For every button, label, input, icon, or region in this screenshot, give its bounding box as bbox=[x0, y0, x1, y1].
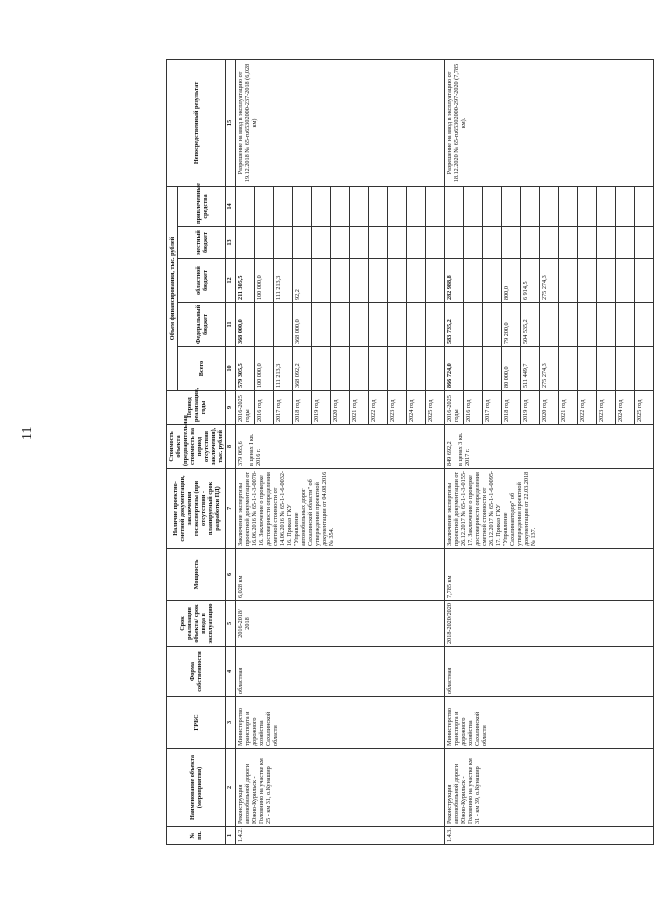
federal-cell: 368 000,0 bbox=[236, 303, 255, 347]
period-cell: 2020 год bbox=[331, 391, 350, 425]
cost-value: 849 692,2 bbox=[446, 441, 453, 466]
local-cell bbox=[502, 227, 521, 259]
col-number: 7 bbox=[226, 469, 236, 549]
col-number: 15 bbox=[226, 59, 236, 186]
col-number: 5 bbox=[226, 601, 236, 647]
col-number: 8 bbox=[226, 425, 236, 469]
cost-note: в ценах 3 кв. 2017 г. bbox=[457, 432, 471, 466]
regional-cell bbox=[559, 259, 578, 303]
period-cell: 2025 год bbox=[635, 391, 654, 425]
header-power: Мощность bbox=[167, 549, 226, 601]
federal-cell bbox=[578, 303, 597, 347]
local-cell bbox=[559, 227, 578, 259]
attracted-cell bbox=[293, 186, 312, 226]
ownership-form: областная bbox=[445, 647, 654, 697]
total-cell bbox=[350, 347, 369, 391]
regional-cell: 211 305,5 bbox=[236, 259, 255, 303]
object-name: Реконструкция автомобильной дороги Южно-Курильск - Головнино на участке км 31 - км 39, о.Кунашир bbox=[445, 749, 654, 827]
total-cell: 275 274,3 bbox=[540, 347, 559, 391]
header-num: № пп. bbox=[167, 827, 226, 845]
period-cell: 2021 год bbox=[350, 391, 369, 425]
period-cell: 2021 год bbox=[559, 391, 578, 425]
header-term: Срок реализации объекта/ срок ввода в эксплуатацию bbox=[167, 601, 226, 647]
total-cell bbox=[559, 347, 578, 391]
total-cell bbox=[388, 347, 407, 391]
local-cell bbox=[255, 227, 274, 259]
period-cell: 2016 год bbox=[464, 391, 483, 425]
attracted-cell bbox=[331, 186, 350, 226]
federal-cell bbox=[274, 303, 293, 347]
attracted-cell bbox=[426, 186, 445, 226]
header-total: Всего bbox=[178, 347, 226, 391]
federal-cell bbox=[464, 303, 483, 347]
col-number: 6 bbox=[226, 549, 236, 601]
total-cell: 511 449,7 bbox=[521, 347, 540, 391]
attracted-cell bbox=[521, 186, 540, 226]
header-federal: Федеральный бюджет bbox=[178, 303, 226, 347]
term-cell: 2016-2018/ 2018 bbox=[236, 601, 445, 647]
attracted-cell bbox=[407, 186, 426, 226]
header-result: Непосредственный результат bbox=[167, 59, 226, 186]
ownership-form: областная bbox=[236, 647, 445, 697]
regional-cell bbox=[388, 259, 407, 303]
period-cell: 2016 год bbox=[255, 391, 274, 425]
total-cell bbox=[426, 347, 445, 391]
power-cell: 7,785 км bbox=[445, 549, 654, 601]
local-cell bbox=[521, 227, 540, 259]
attracted-cell bbox=[502, 186, 521, 226]
col-number: 3 bbox=[226, 697, 236, 749]
col-number: 14 bbox=[226, 186, 236, 226]
header-financing: Объем финансирования, тыс. рублей bbox=[167, 186, 178, 390]
regional-cell: 92,2 bbox=[293, 259, 312, 303]
attracted-cell bbox=[483, 186, 502, 226]
column-numbers-row bbox=[226, 59, 236, 844]
local-cell bbox=[293, 227, 312, 259]
attracted-cell bbox=[445, 186, 464, 226]
table-body bbox=[236, 59, 654, 844]
total-cell: 111 213,3 bbox=[274, 347, 293, 391]
table-row bbox=[445, 59, 464, 844]
local-cell bbox=[369, 227, 388, 259]
docs-cell: Заключение экспертизы проектной документации от 16.06.2016 № 65-1-1-3-0078-16. Заключение о проверке достоверности определения сметной стоимости от 14.06.2016 № 65-1-1-6-0032-16. Приказ ГКУ "Управление автомобильных дорог Сахалинской области" об утверждении проектной документации от 04.08.2016 № 354. bbox=[236, 469, 445, 549]
total-cell: 579 305,5 bbox=[236, 347, 255, 391]
period-cell: 2017 год bbox=[483, 391, 502, 425]
local-cell bbox=[350, 227, 369, 259]
regional-cell bbox=[635, 259, 654, 303]
total-cell bbox=[464, 347, 483, 391]
col-number: 11 bbox=[226, 303, 236, 347]
attracted-cell bbox=[350, 186, 369, 226]
attracted-cell bbox=[635, 186, 654, 226]
row-id: 1.4.3. bbox=[445, 827, 654, 845]
power-cell: 6,028 км bbox=[236, 549, 445, 601]
period-cell: 2019 год bbox=[521, 391, 540, 425]
federal-cell: 79 200,0 bbox=[502, 303, 521, 347]
col-number: 12 bbox=[226, 259, 236, 303]
period-cell: 2023 год bbox=[388, 391, 407, 425]
total-cell bbox=[312, 347, 331, 391]
total-cell bbox=[483, 347, 502, 391]
local-cell bbox=[578, 227, 597, 259]
federal-cell bbox=[616, 303, 635, 347]
attracted-cell bbox=[274, 186, 293, 226]
period-cell: 2024 год bbox=[407, 391, 426, 425]
total-cell bbox=[369, 347, 388, 391]
federal-cell bbox=[388, 303, 407, 347]
regional-cell bbox=[578, 259, 597, 303]
local-cell bbox=[464, 227, 483, 259]
header-form: Форма собственности bbox=[167, 647, 226, 697]
period-cell: 2019 год bbox=[312, 391, 331, 425]
total-cell: 100 000,0 bbox=[255, 347, 274, 391]
attracted-cell bbox=[255, 186, 274, 226]
federal-cell bbox=[540, 303, 559, 347]
regional-cell bbox=[369, 259, 388, 303]
federal-cell bbox=[255, 303, 274, 347]
cost-note: в ценах I кв. 2016 г. bbox=[248, 433, 262, 466]
attracted-cell bbox=[597, 186, 616, 226]
federal-cell bbox=[369, 303, 388, 347]
federal-cell bbox=[331, 303, 350, 347]
period-cell: 2022 год bbox=[369, 391, 388, 425]
total-cell bbox=[578, 347, 597, 391]
total-cell bbox=[331, 347, 350, 391]
regional-cell bbox=[464, 259, 483, 303]
cost-value: 379 065,6 bbox=[237, 441, 244, 466]
regional-cell: 275 274,3 bbox=[540, 259, 559, 303]
attracted-cell bbox=[464, 186, 483, 226]
period-cell: 2016-2025 годы bbox=[445, 391, 464, 425]
local-cell bbox=[274, 227, 293, 259]
col-number: 2 bbox=[226, 749, 236, 827]
regional-cell bbox=[331, 259, 350, 303]
period-cell: 2018 год bbox=[293, 391, 312, 425]
period-cell: 2016-2025 годы bbox=[236, 391, 255, 425]
federal-cell bbox=[426, 303, 445, 347]
attracted-cell bbox=[312, 186, 331, 226]
header-name: Наименование объекта (мероприятия) bbox=[167, 749, 226, 827]
header-attracted: привлеченные средства bbox=[178, 186, 226, 226]
federal-cell bbox=[559, 303, 578, 347]
row-id: 1.4.2. bbox=[236, 827, 445, 845]
local-cell bbox=[407, 227, 426, 259]
attracted-cell bbox=[540, 186, 559, 226]
local-cell bbox=[616, 227, 635, 259]
docs-cell: Заключение экспертизы проектной документации от 26.12.2017 № 65-1-1-3-0155-17. Заключение о проверке достоверности определения сметной стоимости от 26.12.2017 № 65-1-1-6-0095-17. Приказ ГКУ "Управление Сахалинавтодор" об утверждении проектной документации от 22.03.2018 № 137. bbox=[445, 469, 654, 549]
regional-cell: 111 213,3 bbox=[274, 259, 293, 303]
regional-cell bbox=[312, 259, 331, 303]
header-grbs: ГРБС bbox=[167, 697, 226, 749]
period-cell: 2022 год bbox=[578, 391, 597, 425]
total-cell bbox=[407, 347, 426, 391]
term-cell: 2018-2020/2020 bbox=[445, 601, 654, 647]
total-cell: 866 724,0 bbox=[445, 347, 464, 391]
local-cell bbox=[312, 227, 331, 259]
federal-cell: 583 735,2 bbox=[445, 303, 464, 347]
federal-cell bbox=[312, 303, 331, 347]
attracted-cell bbox=[616, 186, 635, 226]
regional-cell bbox=[407, 259, 426, 303]
result-cell: Разрешение на ввод в эксплуатацию от 19.12.2018 № 65-ru65302000-237-2018 (6,028 км) bbox=[236, 59, 445, 186]
period-cell: 2020 год bbox=[540, 391, 559, 425]
total-cell bbox=[635, 347, 654, 391]
local-cell bbox=[388, 227, 407, 259]
regional-cell bbox=[483, 259, 502, 303]
grbs-cell: Министерство транспорта и дорожного хозяйства Сахалинской области bbox=[236, 697, 445, 749]
total-cell bbox=[597, 347, 616, 391]
total-cell: 368 092,2 bbox=[293, 347, 312, 391]
local-cell bbox=[635, 227, 654, 259]
result-cell: Разрешение на ввод в эксплуатацию от 18.12.2020 № 65-ru65302000-297-2020 (7,785 км). bbox=[445, 59, 654, 186]
local-cell bbox=[331, 227, 350, 259]
local-cell bbox=[445, 227, 464, 259]
col-number: 1 bbox=[226, 827, 236, 845]
attracted-cell bbox=[559, 186, 578, 226]
local-cell bbox=[597, 227, 616, 259]
regional-cell bbox=[616, 259, 635, 303]
federal-cell bbox=[483, 303, 502, 347]
regional-cell: 800,0 bbox=[502, 259, 521, 303]
period-cell: 2023 год bbox=[597, 391, 616, 425]
local-cell bbox=[236, 227, 255, 259]
attracted-cell bbox=[578, 186, 597, 226]
regional-cell bbox=[426, 259, 445, 303]
financing-table bbox=[166, 59, 654, 845]
total-cell: 80 000,0 bbox=[502, 347, 521, 391]
federal-cell bbox=[350, 303, 369, 347]
col-number: 9 bbox=[226, 391, 236, 425]
col-number: 10 bbox=[226, 347, 236, 391]
regional-cell: 6 914,5 bbox=[521, 259, 540, 303]
cost-cell bbox=[236, 425, 445, 469]
federal-cell bbox=[597, 303, 616, 347]
header-period: Период реализации, годы bbox=[167, 391, 226, 425]
header-local: местный бюджет bbox=[178, 227, 226, 259]
header-docs: Наличие проектно-сметной документации, заключения госэкспертизы (при отсутствии - планируемый срок разработки ПД) bbox=[167, 469, 226, 549]
federal-cell: 368 000,0 bbox=[293, 303, 312, 347]
local-cell bbox=[426, 227, 445, 259]
total-cell bbox=[616, 347, 635, 391]
local-cell bbox=[483, 227, 502, 259]
federal-cell bbox=[635, 303, 654, 347]
object-name: Реконструкция автомобильной дороги Южно-Курильск - Головнино на участке км 25 - км 31, о.Кунашир bbox=[236, 749, 445, 827]
col-number: 13 bbox=[226, 227, 236, 259]
attracted-cell bbox=[388, 186, 407, 226]
regional-cell bbox=[597, 259, 616, 303]
header-regional: областной бюджет bbox=[178, 259, 226, 303]
period-cell: 2025 год bbox=[426, 391, 445, 425]
page-number-area bbox=[20, 0, 50, 905]
header-cost: Стоимость объекта (предварительная стоимость на период отсутствия заключения), тыс. рублей bbox=[167, 425, 226, 469]
federal-cell: 504 535,2 bbox=[521, 303, 540, 347]
regional-cell: 282 988,8 bbox=[445, 259, 464, 303]
federal-cell bbox=[407, 303, 426, 347]
table-row bbox=[236, 59, 255, 844]
page-number: 11 bbox=[20, 426, 35, 440]
period-cell: 2024 год bbox=[616, 391, 635, 425]
rotated-table-page bbox=[166, 60, 643, 845]
col-number: 4 bbox=[226, 647, 236, 697]
regional-cell: 100 000,0 bbox=[255, 259, 274, 303]
period-cell: 2017 год bbox=[274, 391, 293, 425]
cost-cell bbox=[445, 425, 654, 469]
regional-cell bbox=[350, 259, 369, 303]
grbs-cell: Министерство транспорта и дорожного хозяйства Сахалинской области bbox=[445, 697, 654, 749]
local-cell bbox=[540, 227, 559, 259]
period-cell: 2018 год bbox=[502, 391, 521, 425]
attracted-cell bbox=[369, 186, 388, 226]
attracted-cell bbox=[236, 186, 255, 226]
